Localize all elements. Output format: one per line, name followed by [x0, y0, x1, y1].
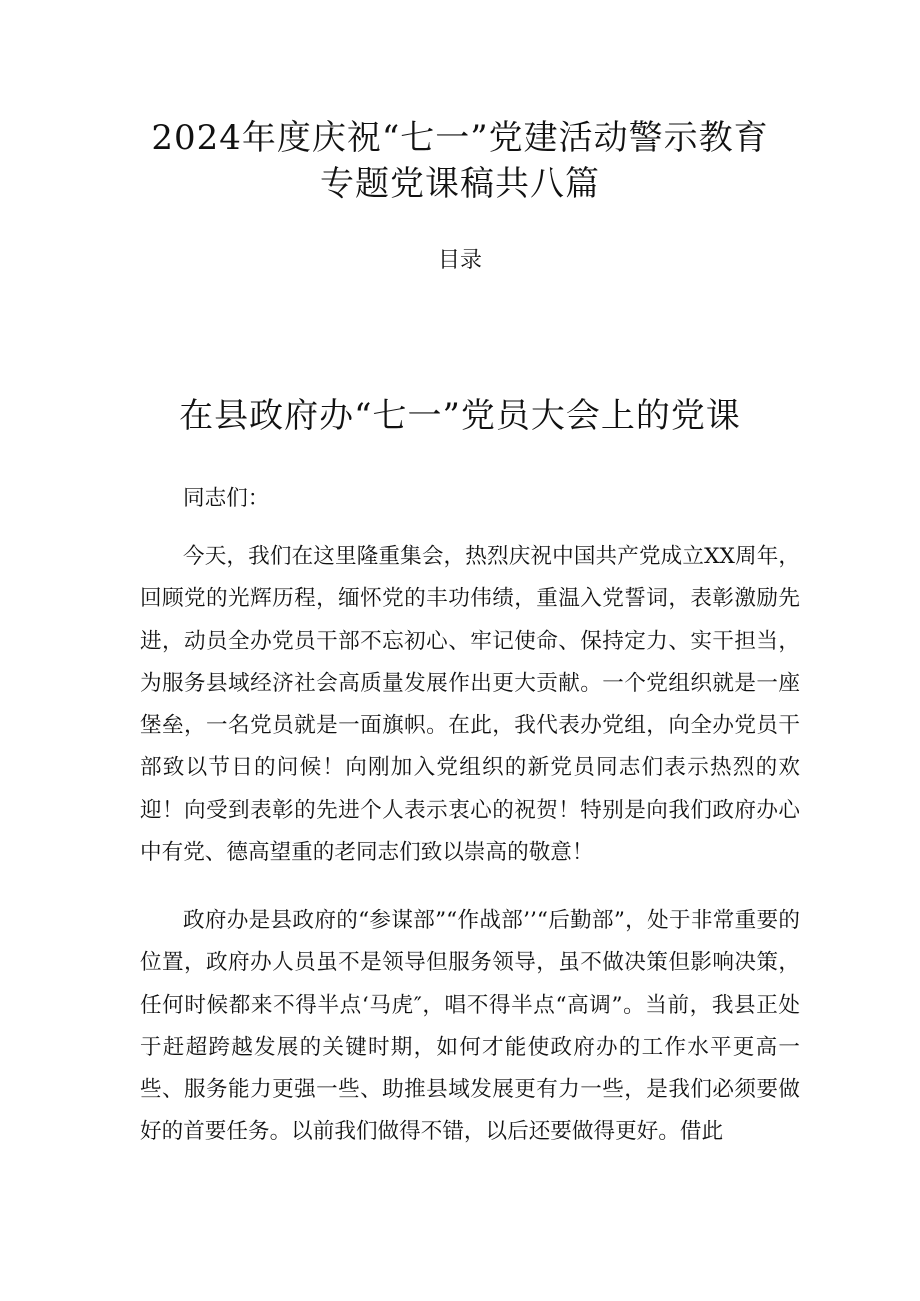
article-title: 在县政府办“七一”党员大会上的党课: [179, 396, 741, 436]
table-of-contents-label: 目录: [437, 248, 482, 273]
document-title-line-2: 专题党课稿共八篇: [320, 164, 600, 204]
salutation: 同志们：: [183, 486, 270, 511]
document-title-line-1: 2024年度庆祝“七一”党建活动警示教育: [151, 118, 769, 158]
paragraph-2: 政府办是县政府的“参谋部”“作战部’’“后勤部”，处于非常重要的位置，政府办人员虽不是领导但服务领导，虽不做决策但影响决策，任何时候都来不得半点‘马虎″，唱不得半点“高调”。当前，我县正处于赶超跨越发展的关键时期，如何才能使政府办的工作水平更高一些、服务能力更强一些、助推县域发展更有力一些，是我们必须要做好的首要任务。以前我们做得不错，以后还要做得更好。借此: [140, 908, 800, 1145]
paragraph-1: 今天，我们在这里隆重集会，热烈庆祝中国共产党成立XX周年，回顾党的光辉历程，缅怀党的丰功伟绩，重温入党誓词，表彰激励先进，动员全办党员干部不忘初心、牢记使命、保持定力、实干担当，为服务县域经济社会高质量发展作出更大贡献。一个党组织就是一座堡垒，一名党员就是一面旗帜。在此，我代表办党组，向全办党员干部致以节日的问候！向刚加入党组织的新党员同志们表示热烈的欢迎！向受到表彰的先进个人表示衷心的祝贺！特别是向我们政府办心中有党、德高望重的老同志们致以崇高的敬意！: [140, 544, 800, 866]
